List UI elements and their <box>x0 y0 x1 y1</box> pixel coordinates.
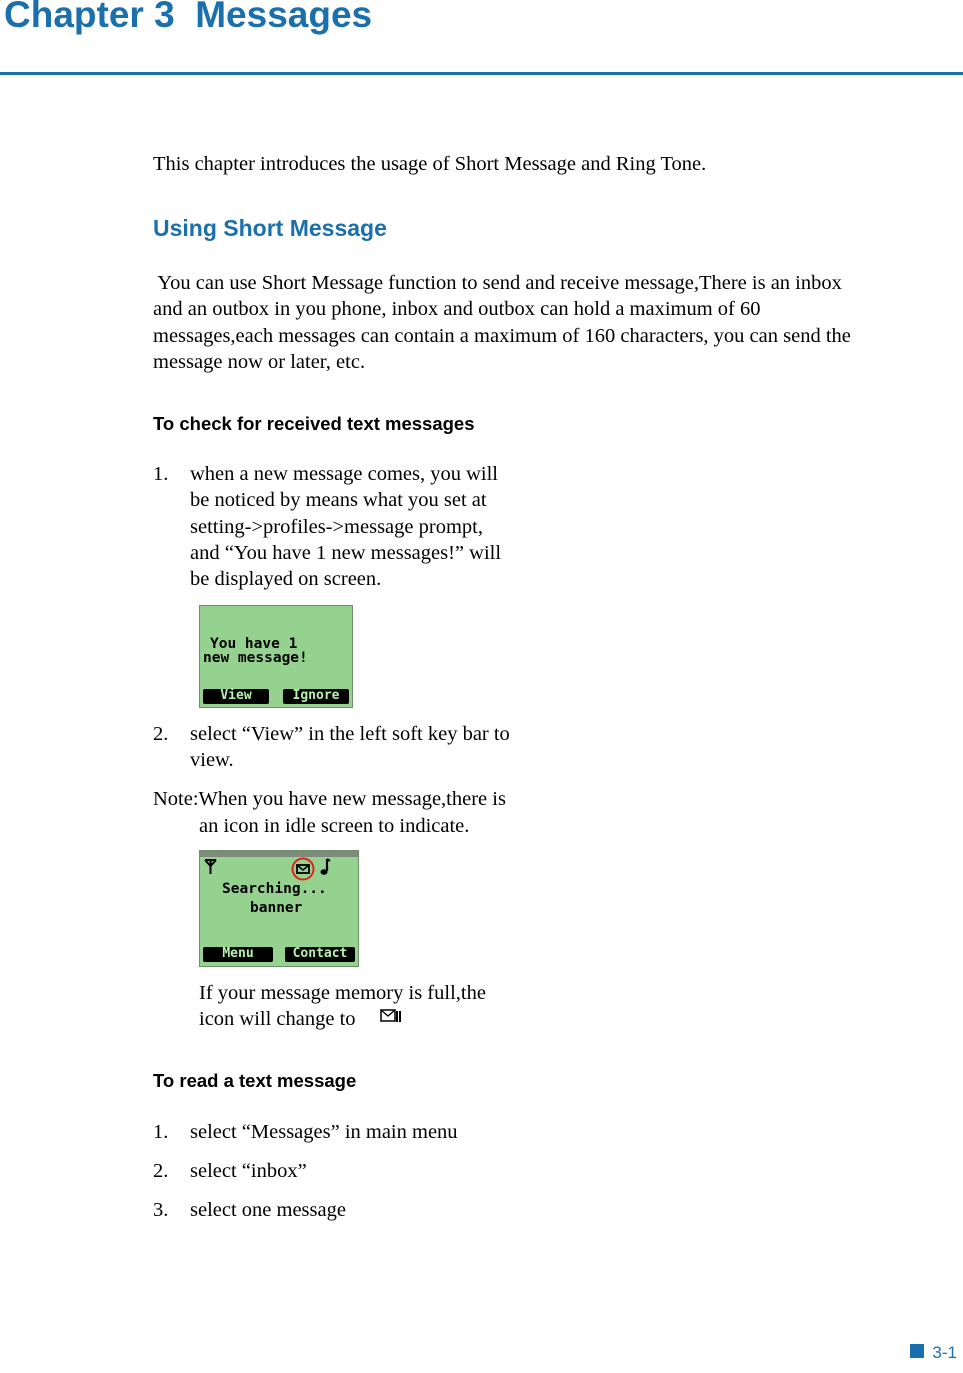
section-paragraph <box>153 270 953 375</box>
step-line: and “You have 1 new messages!” will <box>190 541 502 564</box>
paragraph-line: messages,each messages can contain a maximum of 160 characters, you can send the <box>153 324 851 347</box>
screen-line: You have 1 <box>210 636 298 652</box>
step-number: 2. <box>153 723 169 745</box>
note-line: an icon in idle screen to indicate. <box>199 815 470 837</box>
title-rule <box>0 72 963 75</box>
step-line: view. <box>190 749 234 772</box>
step-text <box>190 461 501 592</box>
step-line: when a new message comes, you will <box>190 463 498 485</box>
read-message-heading: To read a text message <box>153 1070 357 1091</box>
chapter-title: Chapter 3 Messages <box>4 0 373 35</box>
menu-softkey: Menu <box>203 947 273 962</box>
step-text: select one message <box>190 1199 346 1221</box>
memory-full-line: If your message memory is full,the <box>199 982 486 1004</box>
contact-softkey: Contact <box>285 947 355 962</box>
step-number: 2. <box>153 1160 169 1182</box>
step-line: select “View” in the left soft key bar to <box>190 723 510 745</box>
step-text: select “inbox” <box>190 1160 307 1182</box>
screen-line: banner <box>250 900 303 916</box>
memory-full-envelope-icon <box>380 1008 402 1025</box>
envelope-icon <box>291 857 315 881</box>
step-number: 1. <box>153 463 169 485</box>
screen-line: new message! <box>203 650 308 666</box>
music-note-icon <box>319 857 331 877</box>
paragraph-line: You can use Short Message function to send and receive message,There is an inbox <box>153 272 842 294</box>
note-line: Note:When you have new message,there is <box>153 788 506 810</box>
step-line: be displayed on screen. <box>190 568 382 591</box>
paragraph-line: and an outbox in you phone, inbox and outbox can hold a maximum of 60 <box>153 298 761 321</box>
step-text: select “Messages” in main menu <box>190 1121 458 1143</box>
section-heading: Using Short Message <box>153 215 387 241</box>
view-softkey: View <box>203 689 269 704</box>
footer-marker <box>910 1344 924 1358</box>
memory-full-line: icon will change to <box>199 1008 356 1030</box>
screen-line: Searching... <box>222 881 327 897</box>
step-number: 1. <box>153 1121 169 1143</box>
paragraph-line: message now or later, etc. <box>153 350 366 373</box>
intro-paragraph: This chapter introduces the usage of Short Message and Ring Tone. <box>153 153 707 175</box>
check-messages-heading: To check for received text messages <box>153 413 475 434</box>
step-number: 3. <box>153 1199 169 1221</box>
page-number: 3-1 <box>932 1343 957 1362</box>
phone-screen-new-message <box>199 605 353 708</box>
step-text <box>190 721 510 774</box>
step-line: setting->profiles->message prompt, <box>190 515 483 538</box>
ignore-softkey: Ignore <box>283 689 349 704</box>
phone-screen-idle <box>199 850 359 967</box>
antenna-icon <box>204 859 217 875</box>
step-line: be noticed by means what you set at <box>190 489 487 512</box>
